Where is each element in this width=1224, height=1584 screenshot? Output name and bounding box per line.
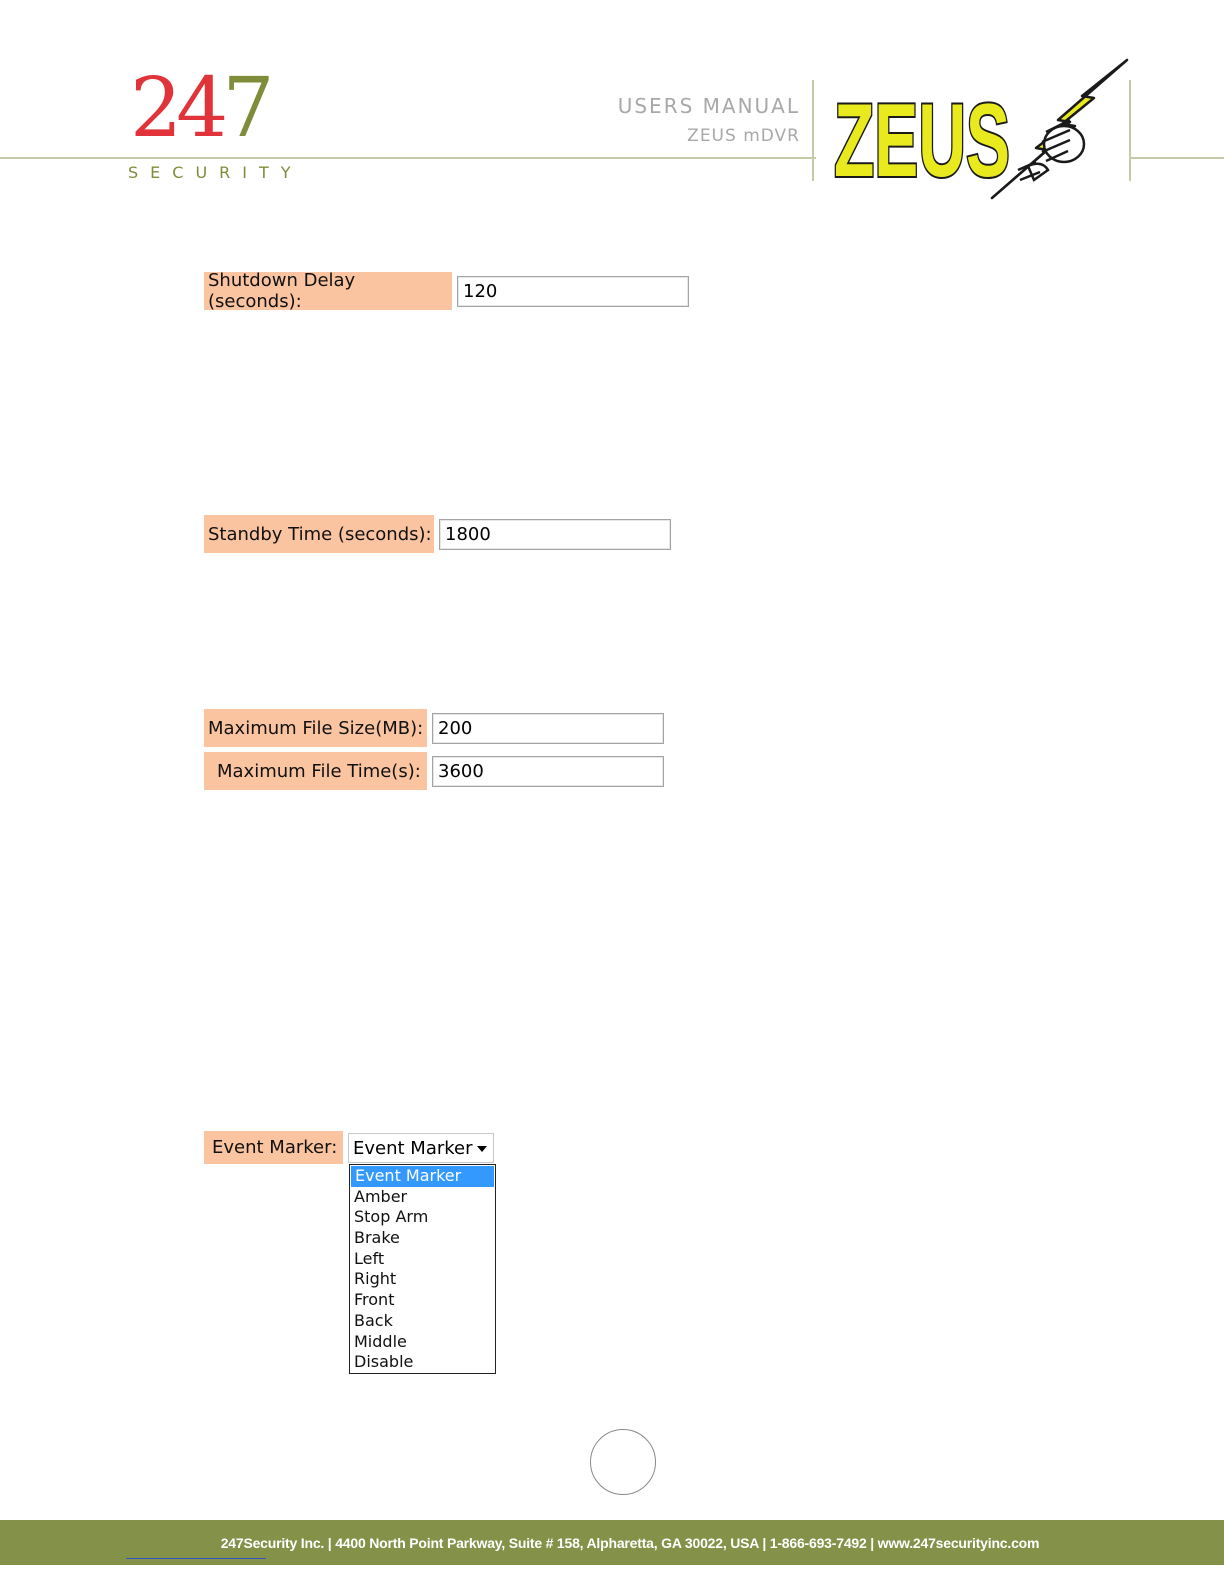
page-number-circle (590, 1429, 656, 1495)
max-file-size-input[interactable]: 200 (432, 713, 664, 744)
dropdown-option[interactable]: Amber (354, 1186, 408, 1206)
dropdown-option[interactable]: Back (354, 1310, 393, 1330)
zeus-product-logo (832, 58, 1132, 200)
dropdown-option[interactable]: Middle (354, 1331, 407, 1351)
footer-contact-text: 247Security Inc. | 4400 North Point Parkway, Suite # 158, Alpharetta, GA 30022, USA | 1-866-693-7492 | www.247securityinc.com (220, 1534, 1040, 1551)
dropdown-option[interactable]: Stop Arm (354, 1207, 429, 1227)
fist-icon (1018, 120, 1084, 180)
manual-title: USERS MANUAL (617, 94, 800, 118)
event-marker-selected-value: Event Marker (353, 1137, 473, 1159)
footer-link-underline (126, 1558, 266, 1559)
shutdown-delay-label: Shutdown Delay (seconds): (204, 272, 452, 310)
chevron-down-icon[interactable] (477, 1146, 487, 1152)
event-marker-dropdown-list (349, 1164, 496, 1374)
max-file-time-row (204, 752, 664, 790)
dropdown-option[interactable]: Disable (354, 1352, 414, 1372)
max-file-time-input[interactable]: 3600 (432, 756, 664, 787)
logo-digit-green: 7 (222, 61, 269, 156)
event-marker-label: Event Marker: (204, 1131, 343, 1164)
dropdown-option[interactable]: Event Marker (351, 1166, 494, 1187)
standby-time-input[interactable]: 1800 (439, 519, 671, 550)
max-file-time-label: Maximum File Time(s): (204, 752, 427, 790)
manual-subtitle: ZEUS mDVR (687, 126, 800, 146)
max-file-size-row (204, 709, 664, 747)
company-logo-word: SECURITY (128, 163, 303, 182)
event-marker-select[interactable] (348, 1133, 494, 1163)
standby-time-row (204, 515, 671, 553)
dropdown-option[interactable]: Brake (354, 1228, 400, 1248)
shutdown-delay-row (204, 272, 689, 310)
dropdown-option[interactable]: Left (354, 1248, 385, 1268)
header-rule-right (1130, 157, 1224, 159)
shutdown-delay-input[interactable]: 120 (457, 276, 689, 307)
dropdown-option[interactable]: Front (354, 1290, 395, 1310)
zeus-logo-text: ZEUS (834, 83, 1010, 199)
event-marker-row (204, 1131, 343, 1164)
standby-time-label: Standby Time (seconds): (204, 515, 434, 553)
header-rule-left (0, 157, 816, 159)
max-file-size-label: Maximum File Size(MB): (204, 709, 427, 747)
logo-digits-red: 24 (130, 61, 223, 156)
dropdown-option[interactable]: Right (354, 1269, 397, 1289)
header-divider-left (812, 80, 814, 181)
company-logo-number (130, 61, 269, 156)
